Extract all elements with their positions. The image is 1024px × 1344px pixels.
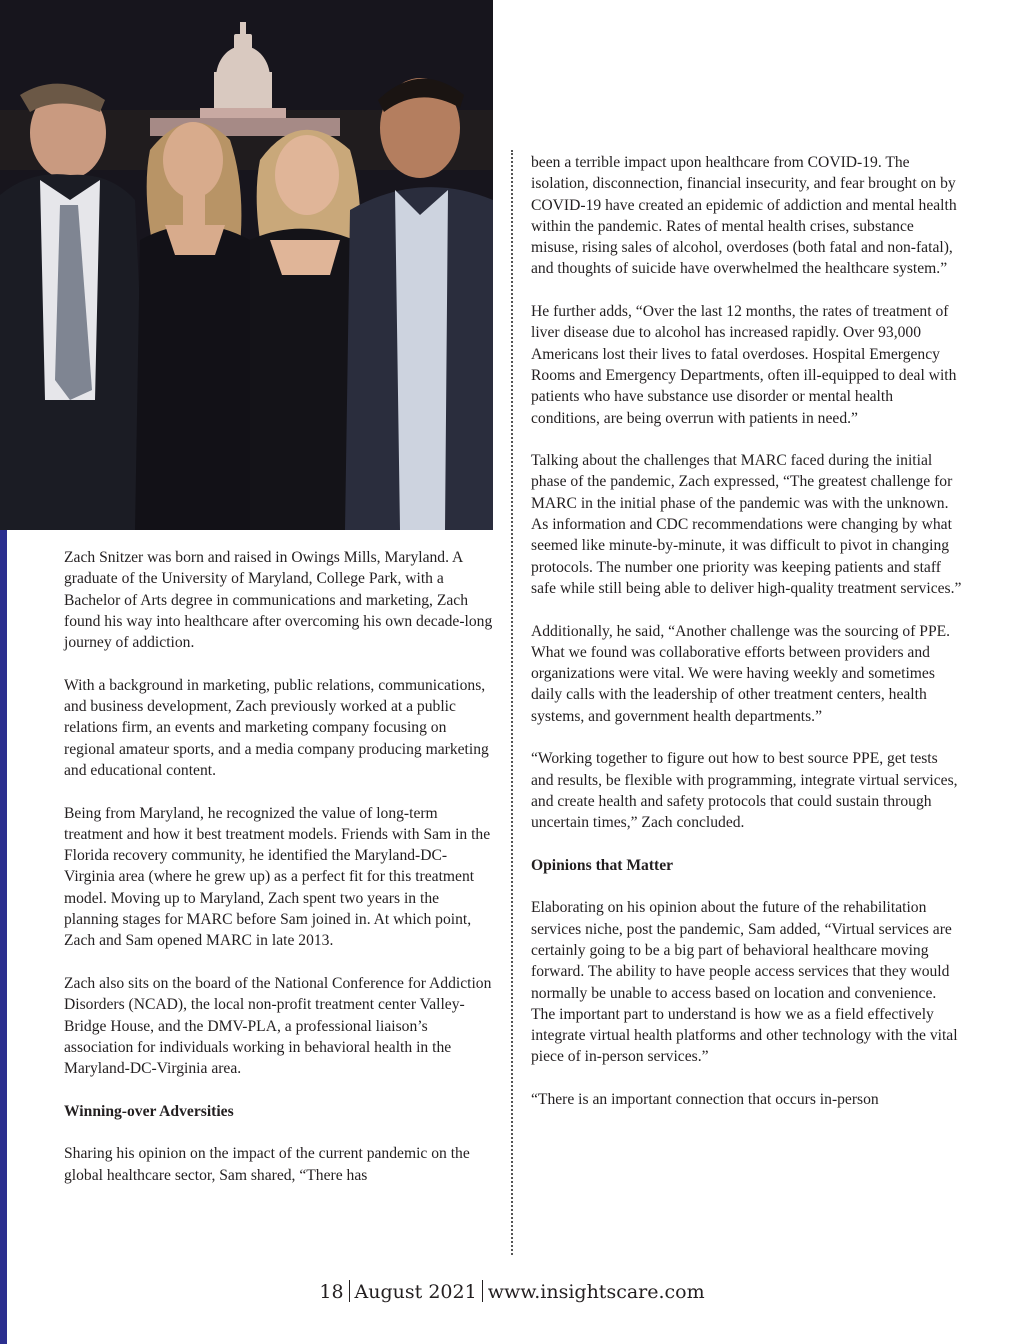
footer-separator [482,1280,483,1302]
issue-date: August 2021 [354,1281,477,1303]
group-photo-illustration [0,0,493,530]
paragraph: Being from Maryland, he recognized the value of long-term treatment and how it best treatment models. Friends with Sam in the Florida recovery community, he identified the Maryland-DC-Virginia area (where he grew up) as a perfect fit for this treatment model. Moving up to Maryland, Zach spent two years in the planning stages for MARC before Sam joined in. At which point, Zach and Sam opened MARC in late 2013. [64,804,491,950]
paragraph: Sharing his opinion on the impact of the current pandemic on the global healthcare sector, Sam shared, “There has [64,1145,470,1184]
page-footer [0,1280,1024,1303]
person-2 [135,122,255,530]
paragraph: Zach Snitzer was born and raised in Owings Mills, Maryland. A graduate of the University of Maryland, College Park, with a Bachelor of Arts degree in communications and marketing, Zach found his way into healthcare after overcoming his own decade-long journey of addiction. [64,549,493,652]
website-link[interactable]: www.insightscare.com [487,1281,705,1303]
paragraph: Elaborating on his opinion about the future of the rehabilitation services niche, post the pandemic, Sam added, “Virtual services are certainly going to be a big part of behavioral healthcare moving forward. The ability to have people access services that they would normally be unable to access based on location and convenience. The important part to understand is how we as a field effectively integrate virtual health platforms and other technology with the vital piece of in-person services.” [531,899,958,1066]
paragraph: “There is an important connection that occurs in-person [531,1091,879,1109]
section-heading: Winning-over Adversities [64,1102,234,1120]
paragraph: “Working together to figure out how to best source PPE, get tests and results, be flexible with programming, integrate virtual services, and create health and safety protocols that could sustain through uncertain times,” Zach concluded. [531,750,958,832]
section-heading: Opinions that Matter [531,856,674,874]
paragraph: He further adds, “Over the last 12 months, the rates of treatment of liver disease due to alcohol has increased rapidly. Over 93,000 Americans lost their lives to fatal overdoses. Hospital Emergency Rooms and Emergency Departments, often ill-equipped to deal with patients who have substance use disorder or mental health conditions, are being overrun with patients in need.” [531,303,957,427]
paragraph: With a background in marketing, public relations, communications, and business development, Zach previously worked at a public relations firm, an events and marketing company focusing on regional amateur sports, and a media company producing marketing and educational content. [64,676,489,779]
column-divider [511,150,513,1255]
accent-bar [0,530,7,1344]
left-text-column [64,547,496,1207]
paragraph: Zach also sits on the board of the National Conference for Addiction Disorders (NCAD), the local non-profit treatment center Valley-Bridge House, and the DMV-PLA, a professional liaison’s association for individuals working in behavioral health in the Maryland-DC-Virginia area. [64,974,492,1078]
paragraph: Additionally, he said, “Another challenge was the sourcing of PPE. What we found was collaborative efforts between providers and organizations were vital. We were having weekly and sometimes daily calls with the leadership of other treatment centers, health systems, and government health departments.” [531,622,951,725]
right-text-column [531,152,963,1132]
paragraph: Talking about the challenges that MARC faced during the initial phase of the pandemic, Zach expressed, “The greatest challenge for MARC in the initial phase of the pandemic was with the unknown. As information and CDC recommendations were changing by what seemed like minute-by-minute, it was difficult to pivot in changing protocols. The number one priority was keeping patients and staff safe while still being able to deliver high-quality treatment services.” [531,452,962,597]
group-photo [0,0,493,530]
footer-separator [349,1280,350,1302]
page-number: 18 [319,1281,344,1303]
paragraph: been a terrible impact upon healthcare from COVID-19. The isolation, disconnection, financial insecurity, and fear brought on by COVID-19 have created an epidemic of addiction and mental health within the pandemic. Rates of mental health crises, substance misuse, rising sales of alcohol, overdoses (both fatal and non-fatal), and thoughts of suicide have overwhelmed the healthcare system.” [531,154,957,278]
